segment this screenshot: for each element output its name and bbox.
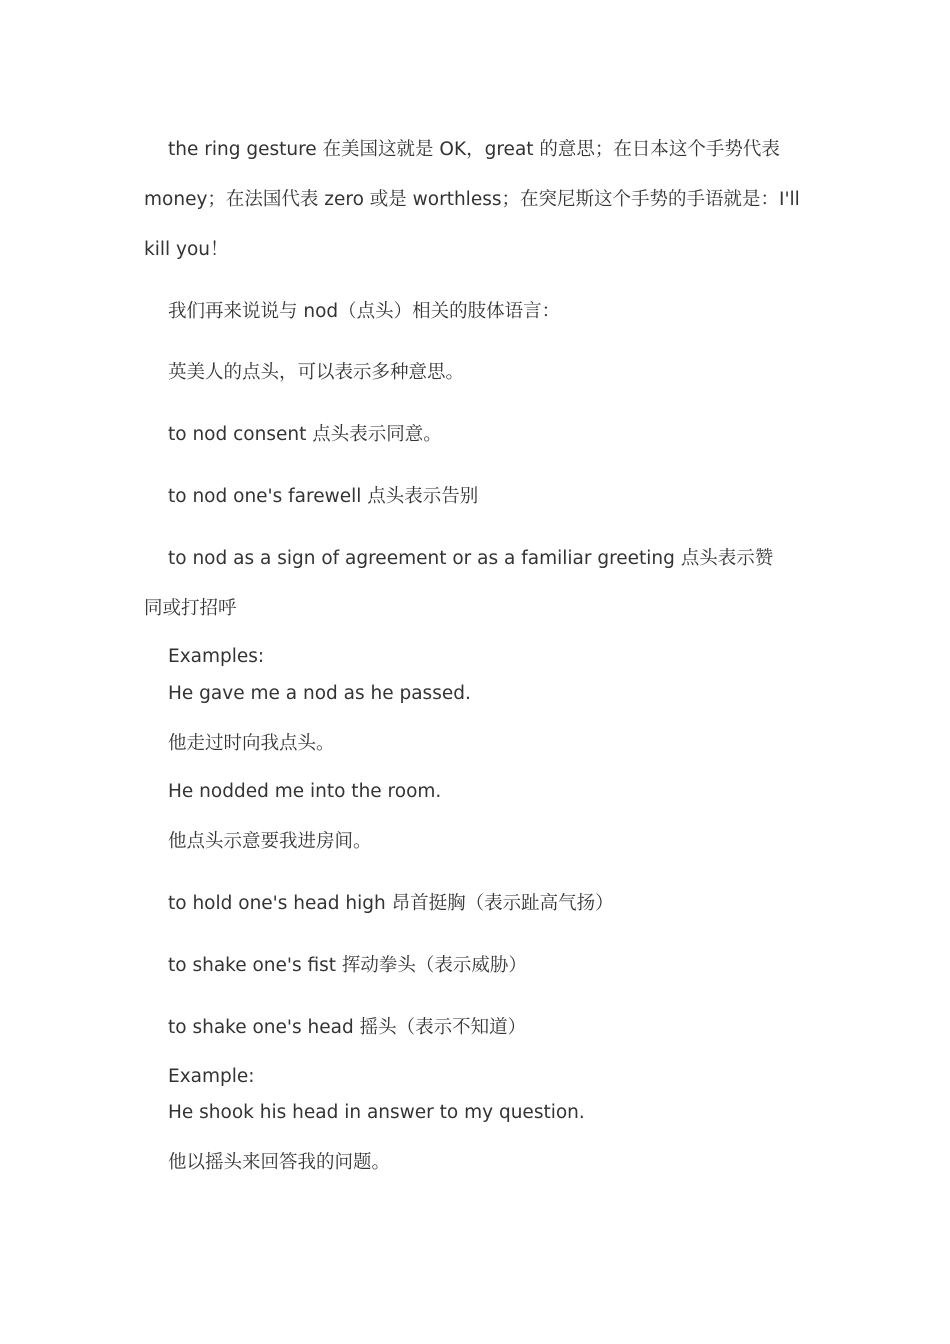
paragraph-nod-meanings: 英美人的点头，可以表示多种意思。 [168, 362, 465, 383]
phrase-hold-head-high: to hold one's head high 昂首挺胸（表示趾高气扬） [168, 893, 614, 914]
paragraph-ring-gesture-line-1: the ring gesture 在美国这就是 OK，great 的意思；在日本这个手势代表 [168, 139, 780, 160]
phrase-nod-agreement-line-2: 同或打招呼 [144, 598, 237, 619]
example-2-chinese: 他点头示意要我进房间。 [168, 831, 372, 852]
paragraph-ring-gesture-line-3: kill you！ [144, 239, 229, 260]
example-1-english: He gave me a nod as he passed. [168, 683, 471, 704]
phrase-nod-farewell: to nod one's farewell 点头表示告别 [168, 486, 479, 507]
example-1-chinese: 他走过时向我点头。 [168, 733, 335, 754]
example-label: Example: [168, 1066, 255, 1087]
example-3-chinese: 他以摇头来回答我的问题。 [168, 1152, 391, 1173]
example-2-english: He nodded me into the room. [168, 781, 442, 802]
phrase-nod-consent: to nod consent 点头表示同意。 [168, 424, 442, 445]
paragraph-ring-gesture-line-2: money；在法国代表 zero 或是 worthless；在突尼斯这个手势的手语就是：I'll [144, 189, 800, 210]
example-3-english: He shook his head in answer to my question. [168, 1102, 585, 1123]
phrase-nod-agreement-line-1: to nod as a sign of agreement or as a familiar greeting 点头表示赞 [168, 548, 774, 569]
phrase-shake-head: to shake one's head 摇头（表示不知道） [168, 1017, 527, 1038]
examples-label: Examples: [168, 646, 265, 667]
phrase-shake-fist: to shake one's fist 挥动拳头（表示威胁） [168, 955, 527, 976]
paragraph-nod-intro: 我们再来说说与 nod（点头）相关的肢体语言： [168, 301, 561, 322]
